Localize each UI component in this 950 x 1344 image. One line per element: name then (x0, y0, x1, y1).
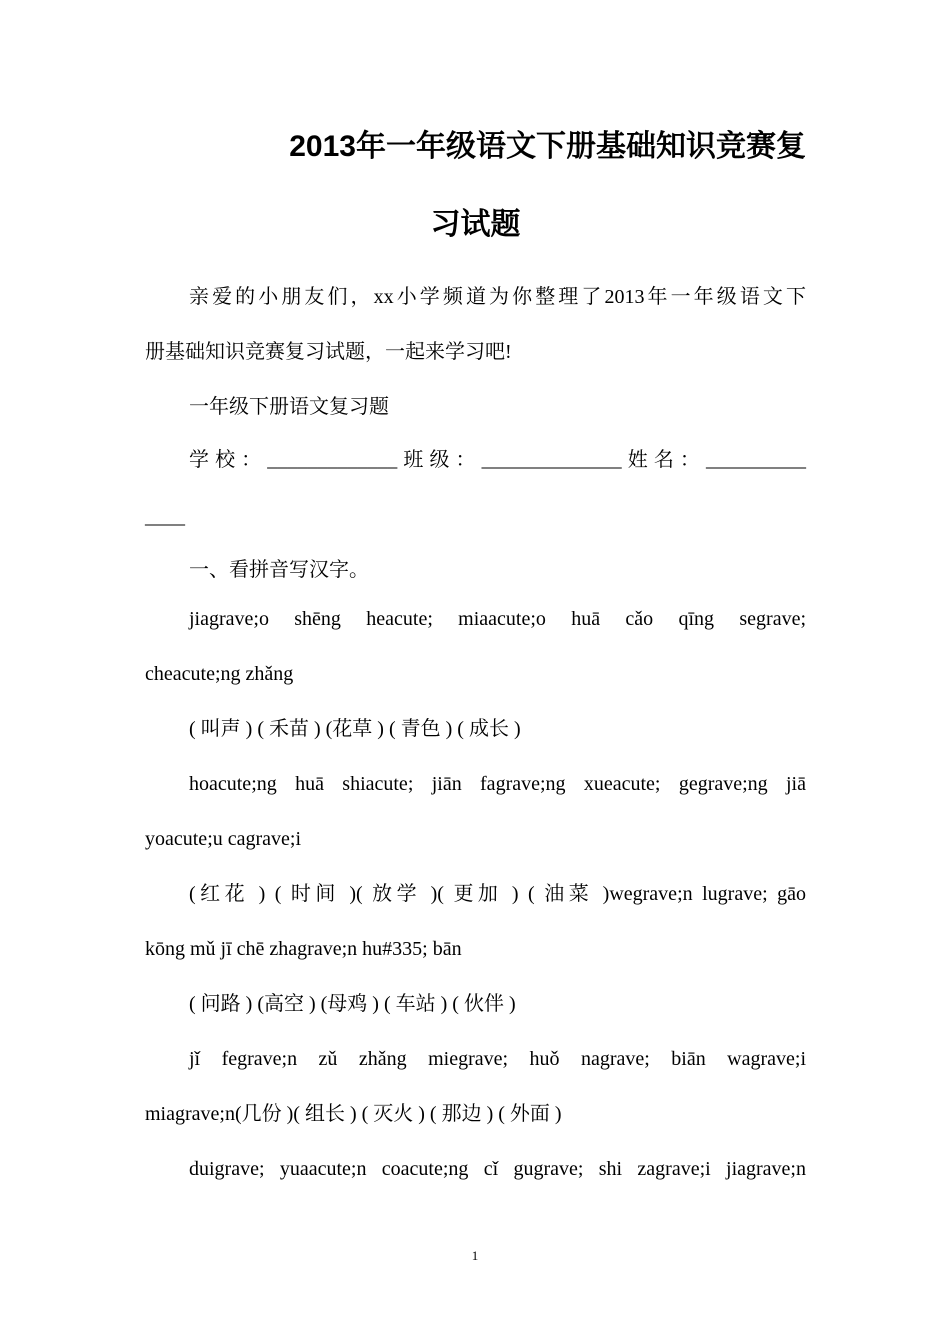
section-heading: 一、看拼音写汉字。 (189, 559, 369, 581)
student-info-line-1: 学校：_____________班级：______________姓名：__________ (189, 449, 806, 471)
document-title-line-1: 2013年一年级语文下册基础知识竞赛复 (289, 130, 806, 163)
subtitle: 一年级下册语文复习题 (189, 396, 389, 418)
intro-paragraph-line-2: 册基础知识竞赛复习试题，一起来学习吧! (145, 341, 512, 363)
pinyin-line: kōng mǔ jī chē zhagrave;n hu#335; bān (145, 938, 462, 960)
pinyin-line: yoacute;u cagrave;i (145, 828, 302, 850)
answer-words-line: ( 叫声 ) ( 禾苗 ) (花草 ) ( 青色 ) ( 成长 ) (189, 718, 521, 740)
pinyin-line: duigrave; yuaacute;n coacute;ng cǐ gugrave; shi zagrave;i jiagrave;n (189, 1158, 806, 1180)
intro-paragraph-line-1: 亲爱的小朋友们，xx小学频道为你整理了2013年一年级语文下 (189, 286, 806, 308)
pinyin-line: hoacute;ng huā shiacute; jiān fagrave;ng xueacute; gegrave;ng jiā (189, 773, 806, 795)
answer-words-line: miagrave;n(几份 )( 组长 ) ( 灭火 ) ( 那边 ) ( 外面 ) (145, 1103, 562, 1125)
student-info-line-2: ____ (145, 506, 185, 528)
pinyin-line: jiagrave;o shēng heacute; miaacute;o huā cǎo qīng segrave; (189, 608, 806, 630)
pinyin-line: jǐ fegrave;n zǔ zhǎng miegrave; huǒ nagrave; biān wagrave;i (189, 1048, 806, 1070)
answer-words-line: (红花 ) ( 时间 )( 放学 )( 更加 ) ( 油菜 )wegrave;n lugrave; gāo (189, 883, 806, 905)
page-number: 1 (471, 1248, 479, 1263)
answer-words-line: ( 问路 ) (高空 ) (母鸡 ) ( 车站 ) ( 伙伴 ) (189, 993, 516, 1015)
document-title-line-2: 习试题 (430, 208, 521, 241)
pinyin-line: cheacute;ng zhǎng (145, 663, 294, 685)
